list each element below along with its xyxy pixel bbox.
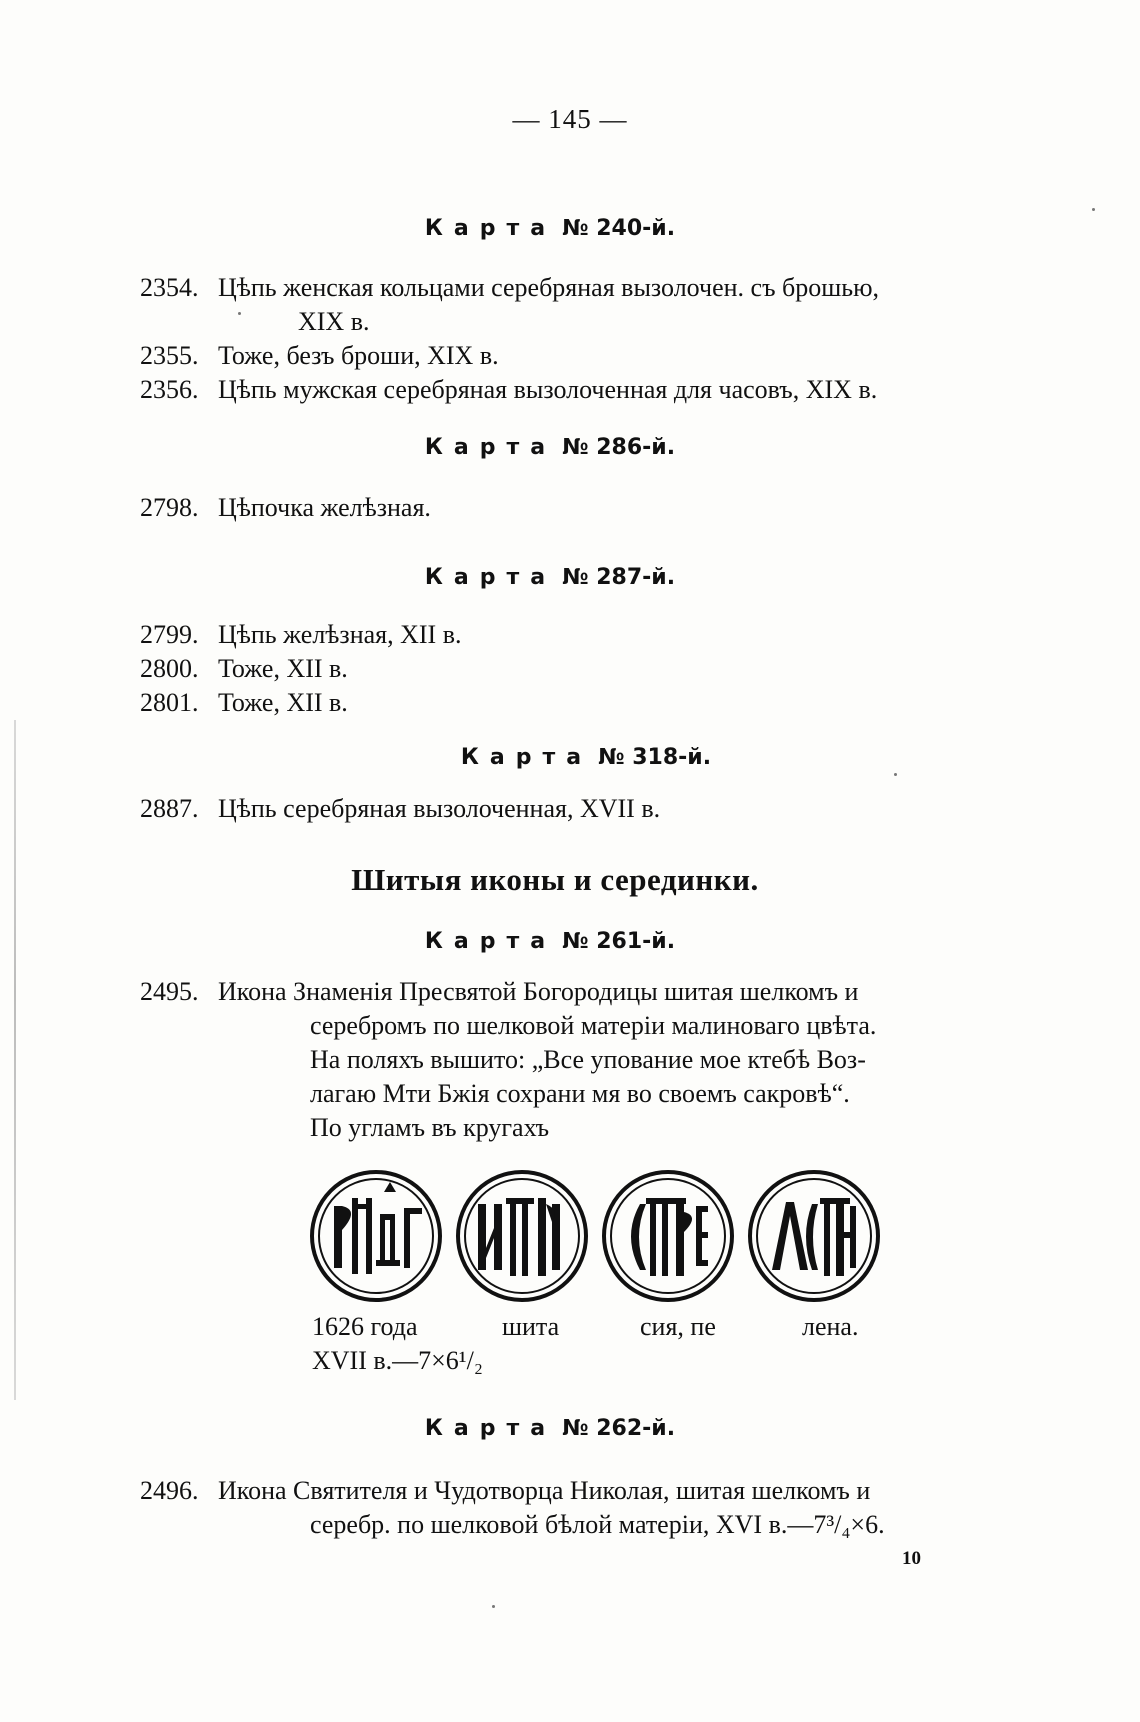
map-heading-number: № 240-й. [562,216,676,241]
page-number: — 145 — [512,104,628,134]
description-line: На поляхъ вышито: „Все упование мое ктебѣ Воз- [310,1045,866,1074]
entry-text: Цѣпочка желѣзная. [218,493,431,522]
map-heading-318 [0,745,1136,770]
entry-text: Цѣпь женская кольцами серебряная вызолочен. съ брошью, [218,273,880,302]
entry-text: Тоже, безъ броши, XIX в. [218,341,499,370]
entry-description [218,975,970,1009]
catalog-entry-icon [140,1474,970,1544]
scan-speck [238,312,241,315]
map-heading-number: № 261-й. [562,929,676,954]
entry-text: Цѣпь мужская серебряная вызолоченная для часовъ, XIX в. [218,375,878,404]
entry-text: Цѣпь желѣзная, XII в. [218,620,462,649]
entry-number: 2354. [140,273,199,302]
description-line: серебромъ по шелковой матеріи малиноваго цвѣта. [310,1011,877,1040]
map-heading-word: Карта [460,745,593,770]
entry-number: 2496. [140,1476,199,1505]
description-line: лагаю Мти Бжія сохрани мя во своемъ сакровѣ“. [310,1079,850,1108]
catalog-entry [140,373,960,407]
scan-speck [894,773,897,776]
scan-edge-shadow [14,720,16,1400]
catalog-entry [140,271,960,336]
map-heading-word: Карта [424,929,557,954]
seal-ligature-icon [454,1168,590,1304]
entry-number: 2800. [140,654,199,683]
description-line: серебр. по шелковой бѣлой матеріи, XVI в.—7³/₄×6. [310,1510,885,1539]
seal-ligature-icon [600,1168,736,1304]
description-line: Икона Знаменія Пресвятой Богородицы шитая шелкомъ и [218,977,859,1006]
entry-number: 2801. [140,688,199,717]
map-heading-word: Карта [424,565,557,590]
catalog-entry [140,652,960,686]
seal-caption: 1626 года [312,1312,418,1341]
entry-text: Цѣпь серебряная вызолоченная, XVII в. [218,794,661,823]
signature-mark: 10 [902,1548,921,1569]
map-heading-number: № 262-й. [562,1416,676,1441]
entry-number: 2798. [140,493,199,522]
catalog-entry [140,686,960,720]
map-heading-number: № 318-й. [598,745,712,770]
entry-description [218,1474,970,1508]
entry-description-continued [310,1508,970,1542]
entry-number: 2495. [140,977,199,1006]
catalog-entry [140,491,960,525]
map-heading-286 [0,435,1100,460]
entry-description-continued [310,1009,970,1145]
seal-caption: шита [502,1312,560,1341]
description-line: Икона Святителя и Чудотворца Николая, шитая шелкомъ и [218,1476,871,1505]
embroidered-seals [308,1168,908,1308]
map-heading-287 [0,565,1100,590]
entry-continuation: XIX в. [298,307,370,336]
catalog-entry [140,339,960,373]
entry-text: Тоже, XII в. [218,654,348,683]
description-line: По угламъ въ кругахъ [310,1113,550,1142]
map-heading-262 [0,1416,1100,1441]
entry-number: 2799. [140,620,199,649]
map-heading-240 [0,216,1100,241]
map-heading-261 [0,929,1100,954]
entry-date-dimensions: XVII в.—7×6¹/₂ [312,1346,483,1375]
map-heading-number: № 286-й. [562,435,676,460]
map-heading-word: Карта [424,216,557,241]
map-heading-word: Карта [424,435,557,460]
entry-number: 2355. [140,341,199,370]
seal-caption: лена. [802,1312,859,1341]
seal-ligature-icon [746,1168,882,1304]
entry-text: Тоже, XII в. [218,688,348,717]
entry-number: 2887. [140,794,199,823]
map-heading-number: № 287-й. [562,565,676,590]
scan-speck [1092,208,1095,211]
seal-caption-row [312,1312,912,1346]
section-title: Шитыя иконы и серединки. [351,862,759,897]
catalog-entry-icon [140,975,970,1155]
entry-number: 2356. [140,375,199,404]
catalog-entry [140,618,960,652]
seal-caption: сия, пе [640,1312,716,1341]
seal-ligature-icon [308,1168,444,1304]
catalog-entry [140,792,960,826]
scan-speck [492,1605,495,1608]
map-heading-word: Карта [424,1416,557,1441]
